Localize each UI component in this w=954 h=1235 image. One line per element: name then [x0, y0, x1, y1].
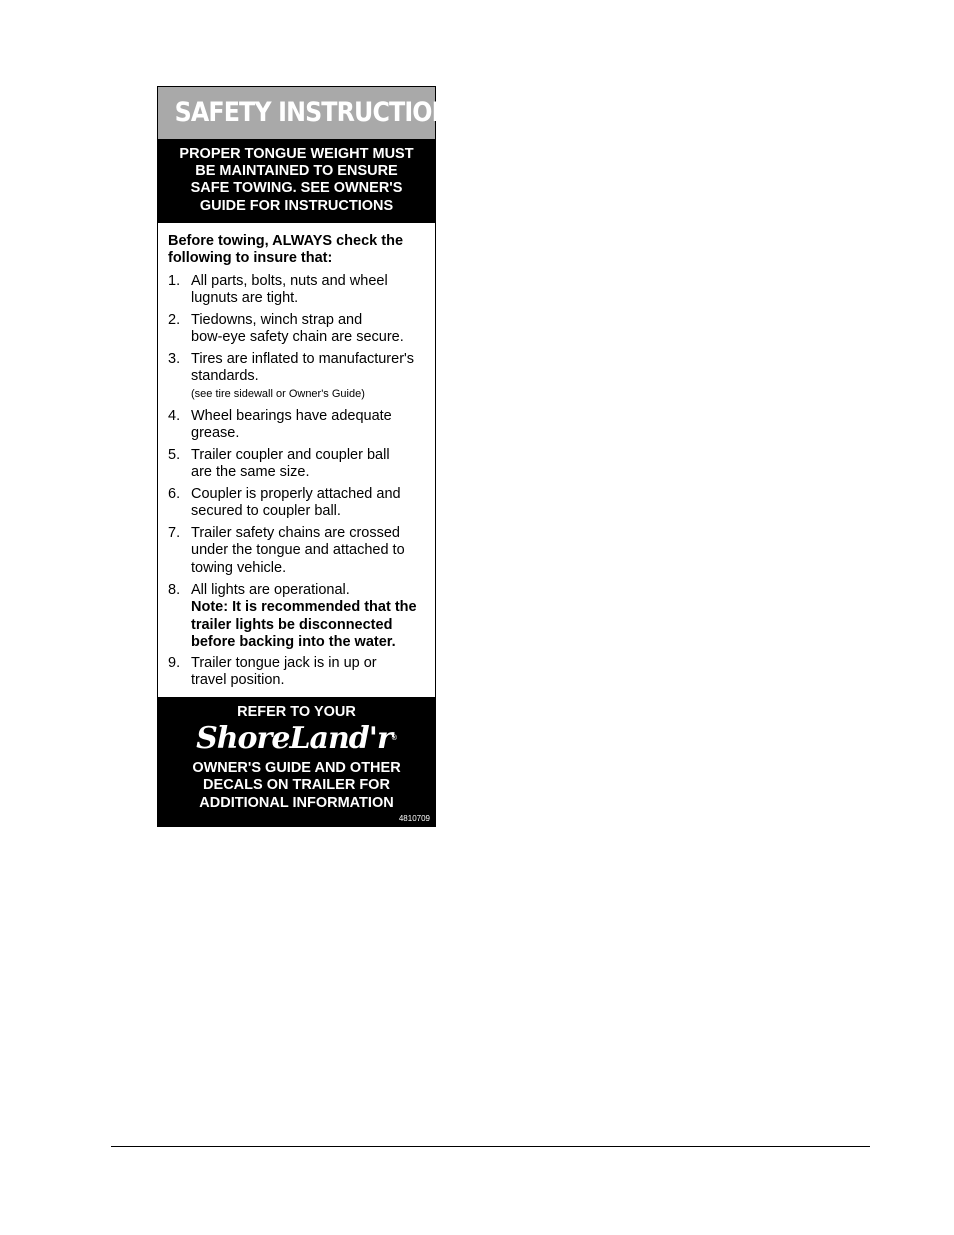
- item-text: Tires are inflated to manufacturer's: [191, 351, 415, 367]
- intro-line: following to insure that:: [168, 250, 333, 267]
- item-number: 2.: [168, 312, 181, 328]
- item-text: Tiedowns, winch strap and: [191, 312, 363, 328]
- item-text: towing vehicle.: [191, 559, 287, 576]
- item-number: 7.: [168, 525, 181, 541]
- item-footnote: (see tire sidewall or Owner's Guide): [191, 387, 365, 400]
- item-number: 3.: [168, 351, 181, 367]
- item-note: trailer lights be disconnected: [191, 616, 393, 633]
- item-text: Wheel bearings have adequate: [191, 408, 392, 424]
- item-number: 8.: [168, 582, 181, 598]
- shorelandr-logo: [158, 721, 435, 756]
- item-text: travel position.: [191, 672, 285, 689]
- item-text: are the same size.: [191, 464, 310, 481]
- refer-text: REFER TO YOUR: [237, 704, 356, 720]
- warning-line: GUIDE FOR INSTRUCTIONS: [199, 197, 394, 214]
- part-number: 4810709: [398, 814, 430, 823]
- owner-line: ADDITIONAL INFORMATION: [199, 794, 394, 811]
- item-note: before backing into the water.: [191, 633, 396, 650]
- item-text: under the tongue and attached to: [191, 542, 405, 559]
- item-number: 1.: [168, 273, 181, 289]
- item-text: All parts, bolts, nuts and wheel: [191, 273, 388, 289]
- owner-line: OWNER'S GUIDE AND OTHER: [192, 760, 401, 776]
- item-number: 5.: [168, 447, 181, 463]
- item-text: standards.: [191, 368, 259, 385]
- intro-line: Before towing, ALWAYS check the: [168, 233, 404, 249]
- item-text: Coupler is properly attached and: [191, 486, 401, 502]
- footer-rule: [111, 1146, 870, 1147]
- decal-title: SAFETY INSTRUCTIONS: [174, 97, 467, 128]
- item-text: secured to coupler ball.: [191, 503, 341, 520]
- item-text: All lights are operational.: [191, 582, 350, 598]
- owners-guide-text: [158, 760, 435, 812]
- logo-wordmark: ShoreLand'r: [196, 721, 392, 756]
- item-text: bow-eye safety chain are secure.: [191, 329, 404, 346]
- warning-line: PROPER TONGUE WEIGHT MUST: [179, 146, 414, 162]
- item-number: 9.: [168, 655, 181, 671]
- item-text: Trailer safety chains are crossed: [191, 525, 400, 541]
- refer-footer: [158, 697, 435, 826]
- item-text: lugnuts are tight.: [191, 290, 299, 307]
- warning-line: BE MAINTAINED TO ENSURE: [195, 163, 398, 180]
- item-note: Note: It is recommended that the: [191, 599, 417, 616]
- item-text: grease.: [191, 425, 240, 442]
- checklist-intro: [168, 233, 403, 268]
- registered-mark: ®: [391, 735, 397, 742]
- warning-line: SAFE TOWING. SEE OWNER'S: [190, 180, 403, 197]
- safety-decal: [157, 86, 467, 827]
- title-band: [158, 87, 467, 139]
- item-number: 4.: [168, 408, 181, 424]
- item-number: 6.: [168, 486, 181, 502]
- tongue-weight-warning: [158, 139, 435, 223]
- item-text: Trailer tongue jack is in up or: [191, 655, 377, 671]
- item-text: Trailer coupler and coupler ball: [191, 447, 390, 463]
- owner-line: DECALS ON TRAILER FOR: [203, 777, 390, 794]
